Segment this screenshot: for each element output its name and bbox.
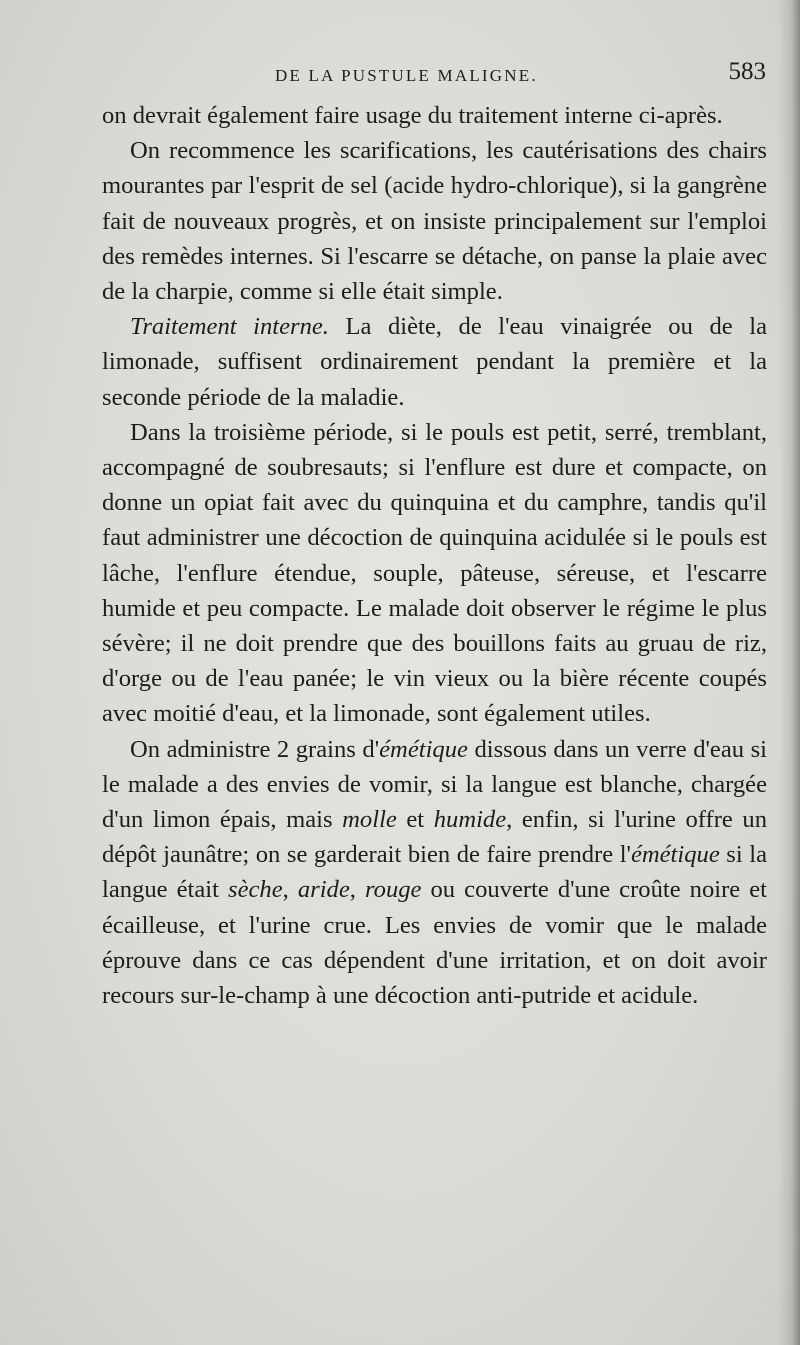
p5-italic-emetique: émétique — [379, 735, 468, 763]
p5-text-4: , enfin, si l'urine offre un dépôt jaunâtre; on se garderait bien de faire prendre l' — [102, 806, 768, 869]
paragraph-1: on devrait également faire usage du traitement interne ci-après. — [102, 102, 723, 129]
running-head: DE LA PUSTULE MALIGNE. — [275, 66, 538, 85]
p5-italic-molle: molle — [342, 806, 397, 834]
p5-italic-seche: sèche — [228, 876, 283, 904]
section-heading-traitement-interne: Traitement interne. — [130, 313, 329, 341]
p5-italic-aride: aride — [297, 876, 350, 904]
paragraph-3 — [102, 309, 767, 415]
p5-italic-rouge: rouge — [364, 876, 422, 904]
p5-text-1: On administre 2 grains d' — [130, 735, 380, 763]
p5-text-7: , — [349, 876, 365, 904]
p5-italic-emetique-2: émétique — [630, 841, 720, 869]
page-edge-shadow — [778, 0, 800, 1345]
p5-text-6: , — [282, 876, 298, 904]
page-number: 583 — [728, 58, 766, 85]
body-text — [102, 98, 767, 1013]
page-header — [0, 58, 800, 98]
p5-text-8: ou couverte d'une croûte noire et écailleuse, et l'urine crue. Les envies de vomir que le malade éprouve dans ce cas dépendent d'une irritation, et on doit avoir recours sur-le-champ à une décoction anti-putride et acidule. — [102, 876, 768, 1010]
p5-text-5: si la langue était — [102, 841, 767, 904]
p5-italic-humide: humide — [433, 806, 507, 834]
paragraph-3-text: La diète, de l'eau vinaigrée ou de la limonade, suffisent ordinairement pendant la première et la seconde période de la maladie. — [102, 313, 767, 411]
paragraph-4: Dans la troisième période, si le pouls est petit, serré, tremblant, accompagné de soubresauts; si l'enflure est dure et compacte, on donne un opiat fait avec du quinquina et du camphre, tandis qu'il faut administrer une décoction de quinquina acidulée si le pouls est lâche, l'enflure étendue, souple, pâteuse, séreuse, et l'escarre humide et peu compacte. Le malade doit observer le régime le plus sévère; il ne doit prendre que des bouillons faits au gruau de riz, d'orge ou de l'eau panée; le vin vieux ou la bière récente coupés avec moitié d'eau, et la limonade, sont également utiles. — [102, 418, 767, 728]
p5-text-2: dissous dans un verre d'eau si le malade a des envies de vomir, si la langue est blanche, chargée d'un limon épais, mais — [102, 735, 767, 834]
paragraph-2: On recommence les scarifications, les cautérisations des chairs mourantes par l'esprit de sel (acide hydro-chlorique), si la gangrène fait de nouveaux progrès, et on insiste principalement sur l'emploi des remèdes internes. Si l'escarre se détache, on panse la plaie avec de la charpie, comme si elle était simple. — [102, 137, 767, 306]
p5-text-3: et — [396, 806, 434, 834]
paragraph-5 — [102, 732, 767, 1014]
